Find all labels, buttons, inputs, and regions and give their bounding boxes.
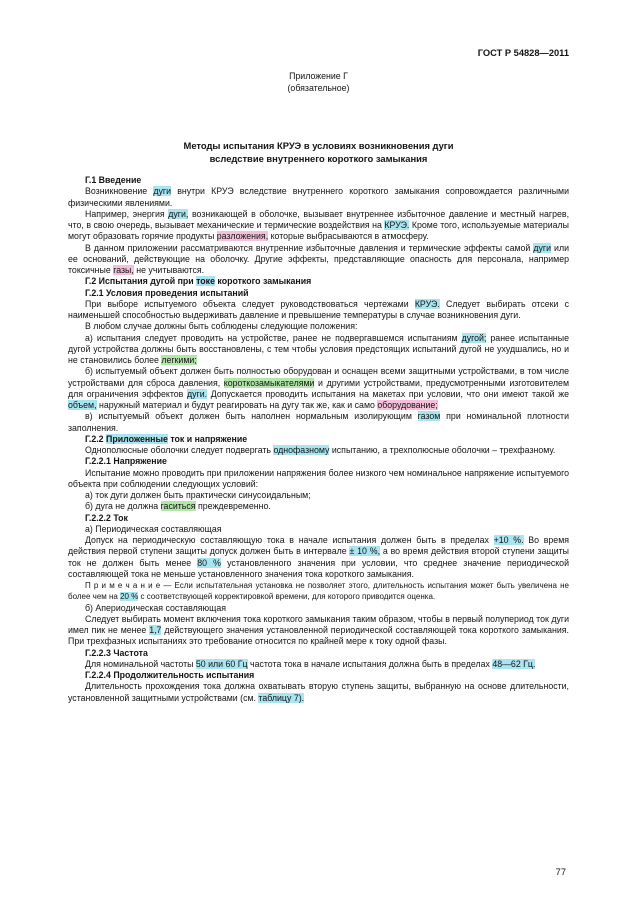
paragraph	[68, 186, 569, 209]
text-run: частота тока в начале испытания должна быть в пределах	[247, 658, 493, 669]
highlighted-text: газы,	[113, 265, 134, 275]
text-run: б) Апериодическая составляющая	[85, 602, 226, 613]
section-heading	[68, 276, 569, 287]
text-run: испытанию, а трехполюсные оболочки – трехфазному.	[329, 445, 556, 455]
highlighted-text: короткозамыкателями	[223, 377, 315, 388]
appendix-title-line2: вследствие внутреннего короткого замыкания	[209, 152, 428, 164]
note-paragraph	[68, 580, 569, 603]
text-run: Следует выбирать момент включения тока короткого замыкания таким образом, чтобы в первый полупериод ток дуги имел пик не менее	[68, 613, 569, 635]
text-run: Г.1 Введение	[85, 175, 142, 185]
text-run: и другими устройствами, предусмотренными изготовителем для ограничения эффектов	[68, 377, 569, 399]
appendix-block	[68, 71, 569, 94]
paragraph	[68, 490, 569, 501]
highlighted-text: газом	[417, 411, 441, 422]
text-run: при номинальной плотности заполнения.	[68, 411, 569, 433]
text-run: действующего значения установленной периодической составляющей тока короткого замыкания. При трехфазных испытаниях это требование относится по крайней мере к току одной фазы.	[68, 625, 569, 647]
paragraph	[68, 321, 569, 332]
section-heading	[68, 434, 569, 445]
paragraph	[68, 445, 569, 456]
text-run: Допускается проводить испытания на макетах при условии, что они имеют такой же	[207, 388, 569, 399]
highlighted-text: КРУЭ.	[414, 298, 440, 309]
paragraph	[68, 243, 569, 277]
text-run: преждевременно.	[195, 501, 271, 512]
text-run: возникающей в оболочке, вызывает внутреннее избыточное давление и местный нагрев, что, в свою очередь, вызывает механические и термические воздействия на	[68, 208, 570, 230]
text-run: ток и напряжение	[167, 433, 248, 444]
text-run: а) Периодическая составляющая	[85, 523, 222, 534]
text-run: Для номинальной частоты	[85, 658, 196, 669]
text-run: б) дуга не должна	[85, 501, 161, 512]
highlighted-text: 80 %	[197, 557, 221, 568]
highlighted-text: 1,7	[149, 625, 162, 635]
appendix-title-line1: Методы испытания КРУЭ в условиях возникновения дуги	[183, 140, 454, 151]
highlighted-text: токе	[196, 276, 215, 287]
section-heading	[68, 175, 569, 186]
text-run: В любом случае должны быть соблюдены следующие положения:	[85, 321, 358, 332]
section-heading	[68, 648, 569, 659]
paragraph	[68, 603, 569, 614]
text-run: Во время действия первой ступени защиты допуск должен быть в интервале	[68, 535, 570, 557]
section-heading	[68, 670, 569, 681]
paragraph	[68, 524, 569, 535]
text-run: или ее оснований, действующие на оболочку. Другие эффекты, представляющие опасность для персонала, например токсичные	[68, 242, 570, 275]
document-header	[68, 48, 569, 59]
appendix-kind: (обязательное)	[287, 82, 350, 93]
text-run: а во время действия второй ступени защиты ток не должен быть менее	[68, 546, 569, 568]
highlighted-text: 20 %	[120, 592, 139, 602]
document-body	[68, 175, 569, 704]
section-heading	[68, 456, 569, 467]
appendix-label: Приложение Г	[289, 71, 348, 81]
text-run: внутри КРУЭ вследствие внутреннего короткого замыкания сопровождается различными физическими явлениями.	[68, 186, 569, 208]
text-run: Г.2.2	[85, 433, 107, 444]
text-run: Длительность прохождения тока должна охватывать вторую ступень защиты, выбранную на основе длительности, установленной защитными устройствами (см.	[68, 681, 569, 703]
text-run: не учитываются.	[133, 265, 205, 275]
highlighted-text: дуги,	[168, 208, 189, 219]
highlighted-text: +10 %.	[493, 535, 524, 545]
text-run: наружный материал и будут реагировать на дугу так же, как и само	[96, 400, 378, 410]
highlighted-text: таблицу 7).	[258, 692, 305, 703]
appendix-title	[68, 140, 569, 165]
text-run: а) испытания следует проводить на устройстве, ранее не подвергавшемся испытаниям	[85, 332, 462, 343]
paragraph	[68, 333, 569, 367]
paragraph	[68, 468, 569, 491]
text-run: Г.2.2.3 Частота	[85, 647, 148, 658]
text-run: П р и м е ч а н и е — Если испытательная установка не позволяет этого, длительность испытания может быть увеличена не более чем на	[68, 581, 569, 602]
highlighted-text: гаситься	[160, 501, 196, 512]
text-run: а) ток дуги должен быть практически синусоидальным;	[85, 490, 311, 500]
paragraph	[68, 411, 569, 434]
section-heading	[68, 513, 569, 524]
section-heading	[68, 288, 569, 299]
highlighted-text: 50 или 60 Гц	[195, 658, 248, 669]
text-run: б) испытуемый объект должен быть полностью оборудован и оснащен всеми защитными устройствами, в том числе устройствами для сброса давления,	[68, 366, 569, 388]
highlighted-text: дугой;	[461, 332, 487, 343]
text-run: Г.2 Испытания дугой при	[85, 276, 197, 287]
highlighted-text: дуги.	[187, 388, 208, 399]
highlighted-text: однофазному	[273, 445, 330, 455]
highlighted-text: Приложенные	[106, 433, 168, 444]
standard-code: ГОСТ Р 54828—2011	[477, 48, 569, 58]
text-run: Г.2.1 Условия проведения испытаний	[85, 287, 249, 298]
paragraph	[68, 366, 569, 411]
highlighted-text: оборудование;	[377, 400, 438, 410]
text-run: Кроме того, используемые материалы могут образовать горячие продукты	[68, 220, 570, 242]
text-run: Однополюсные оболочки следует подвергать	[85, 445, 274, 455]
paragraph	[68, 501, 569, 512]
highlighted-text: ± 10 %,	[349, 546, 381, 557]
text-run: Испытание можно проводить при приложении напряжения более низкого чем номинальное напряжение испытуемого объекта при соблюдении следующих условий:	[68, 467, 569, 489]
text-run: Допуск на периодическую составляющую тока в начале испытания должен быть в пределах	[85, 535, 494, 545]
highlighted-text: разложения,	[216, 231, 269, 242]
text-run: ранее испытанные дугой устройства должны быть восстановлены, с тем чтобы условия предстоящих испытаний дугой не ухудшались, но и не становились более	[68, 332, 569, 365]
highlighted-text: дуги	[153, 186, 172, 197]
text-run: При выборе испытуемого объекта следует руководствоваться чертежами	[85, 298, 415, 309]
paragraph	[68, 681, 569, 704]
paragraph	[68, 614, 569, 648]
page-number: 77	[555, 867, 566, 877]
text-run: короткого замыкания	[214, 276, 312, 287]
text-run: В данном приложении рассматриваются внутренние избыточные давления и термические эффекты самой	[85, 242, 534, 253]
highlighted-text: КРУЭ.	[384, 220, 410, 230]
text-run: Возникновение	[85, 186, 154, 197]
paragraph	[68, 535, 569, 580]
text-run: которые выбрасываются в атмосферу.	[268, 231, 429, 242]
paragraph	[68, 659, 569, 670]
highlighted-text: дуги	[533, 242, 552, 253]
paragraph	[68, 209, 569, 243]
text-run: установленного значения при условии, что среднее значение периодической составляющей тока не меньше установленного значения тока короткого замыкания.	[68, 557, 569, 579]
highlighted-text: легкими;	[161, 355, 197, 365]
text-run: Г.2.2.1 Напряжение	[85, 456, 167, 467]
highlighted-text: 48—62 Гц.	[492, 658, 536, 669]
text-run: в) испытуемый объект должен быть наполнен нормальным изолирующим	[85, 411, 418, 422]
text-run: Г.2.2.2 Ток	[85, 512, 128, 523]
text-run: Г.2.2.4 Продолжительность испытания	[85, 670, 255, 680]
text-run: с соответствующей корректировкой времени, для которого приводится оценка.	[138, 592, 436, 602]
paragraph	[68, 299, 569, 322]
highlighted-text: объем,	[68, 400, 97, 410]
text-run: Следует выбирать отсеки с наименьшей способностью выдерживать давление и превышение температуры в случае возникновения дуги.	[68, 298, 569, 320]
text-run: Например, энергия	[85, 208, 169, 219]
